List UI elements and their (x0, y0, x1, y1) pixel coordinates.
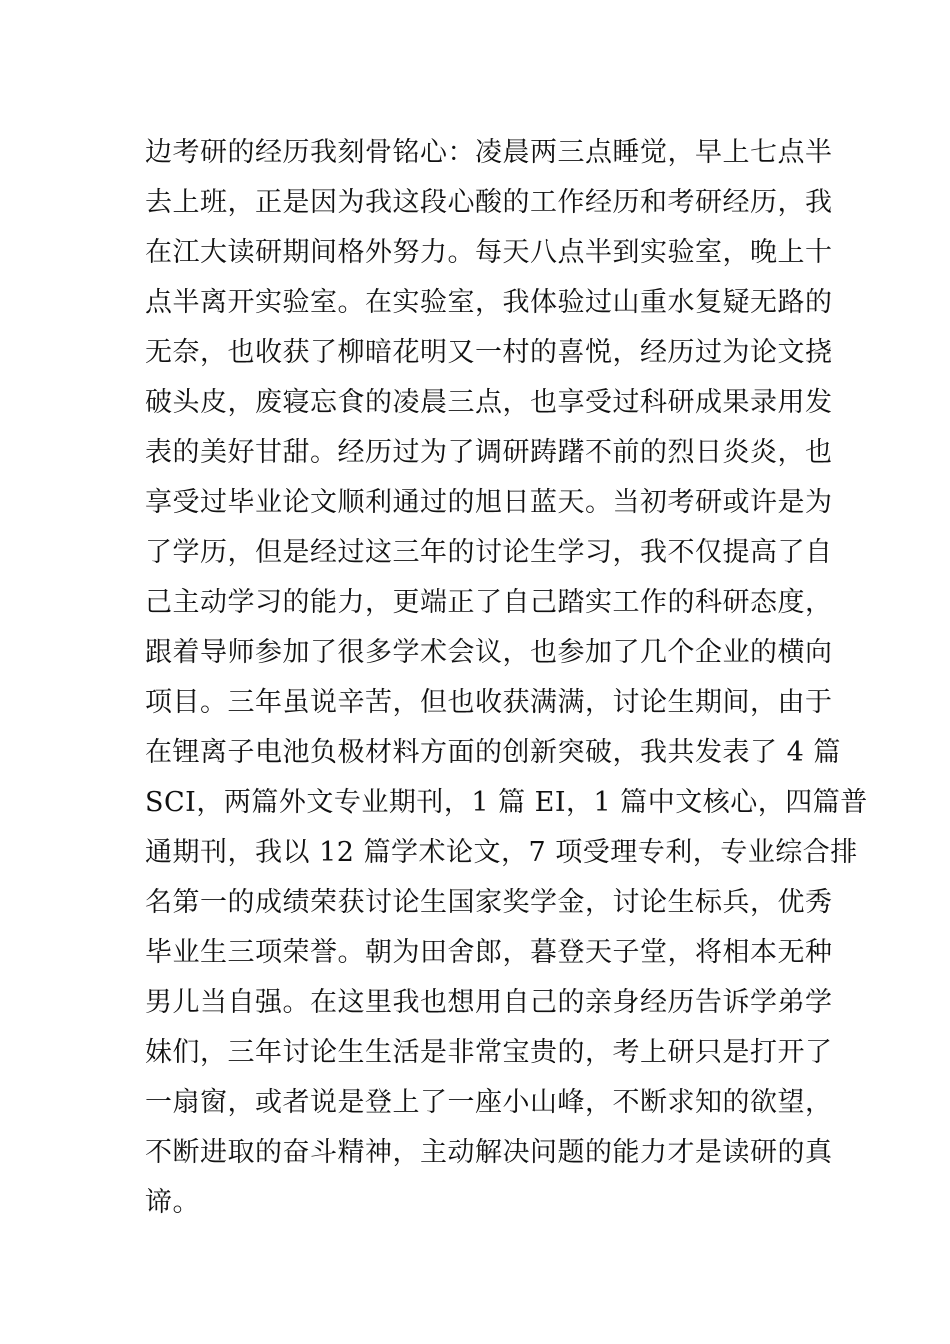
text-line: 去上班，正是因为我这段心酸的工作经历和考研经历，我 (145, 187, 833, 218)
text-line: 在江大读研期间格外努力。每天八点半到实验室，晚上十 (145, 237, 833, 268)
text-line: 妹们，三年讨论生生活是非常宝贵的，考上研只是打开了 (145, 1037, 833, 1068)
text-line: 跟着导师参加了很多学术会议，也参加了几个企业的横向 (145, 637, 833, 668)
text-line: 谛。 (145, 1187, 200, 1218)
text-line: 己主动学习的能力，更端正了自己踏实工作的科研态度， (145, 587, 833, 618)
text-line: 无奈，也收获了柳暗花明又一村的喜悦，经历过为论文挠 (145, 337, 833, 368)
text-line: 边考研的经历我刻骨铭心：凌晨两三点睡觉，早上七点半 (145, 137, 833, 168)
text-line: 享受过毕业论文顺利通过的旭日蓝天。当初考研或许是为 (145, 487, 833, 518)
text-line: 毕业生三项荣誉。朝为田舍郎，暮登天子堂，将相本无种 (145, 937, 833, 968)
text-line: 了学历，但是经过这三年的讨论生学习，我不仅提高了自 (145, 537, 833, 568)
text-line: 破头皮，废寝忘食的凌晨三点，也享受过科研成果录用发 (145, 387, 833, 418)
text-line: 点半离开实验室。在实验室，我体验过山重水复疑无路的 (145, 287, 833, 318)
text-line: 男儿当自强。在这里我也想用自己的亲身经历告诉学弟学 (145, 987, 833, 1018)
text-line: 通期刊，我以 12 篇学术论文，7 项受理专利，专业综合排 (145, 837, 858, 868)
text-line: 不断进取的奋斗精神，主动解决问题的能力才是读研的真 (145, 1137, 833, 1168)
text-line: 表的美好甘甜。经历过为了调研踌躇不前的烈日炎炎，也 (145, 437, 833, 468)
text-line: 一扇窗，或者说是登上了一座小山峰，不断求知的欲望， (145, 1087, 833, 1118)
text-line: 在锂离子电池负极材料方面的创新突破，我共发表了 4 篇 (145, 737, 841, 768)
text-line: 名第一的成绩荣获讨论生国家奖学金，讨论生标兵，优秀 (145, 887, 833, 918)
body-paragraph (145, 128, 868, 1228)
text-line: SCI，两篇外文专业期刊，1 篇 EI，1 篇中文核心，四篇普 (145, 787, 868, 818)
text-line: 项目。三年虽说辛苦，但也收获满满，讨论生期间，由于 (145, 687, 833, 718)
